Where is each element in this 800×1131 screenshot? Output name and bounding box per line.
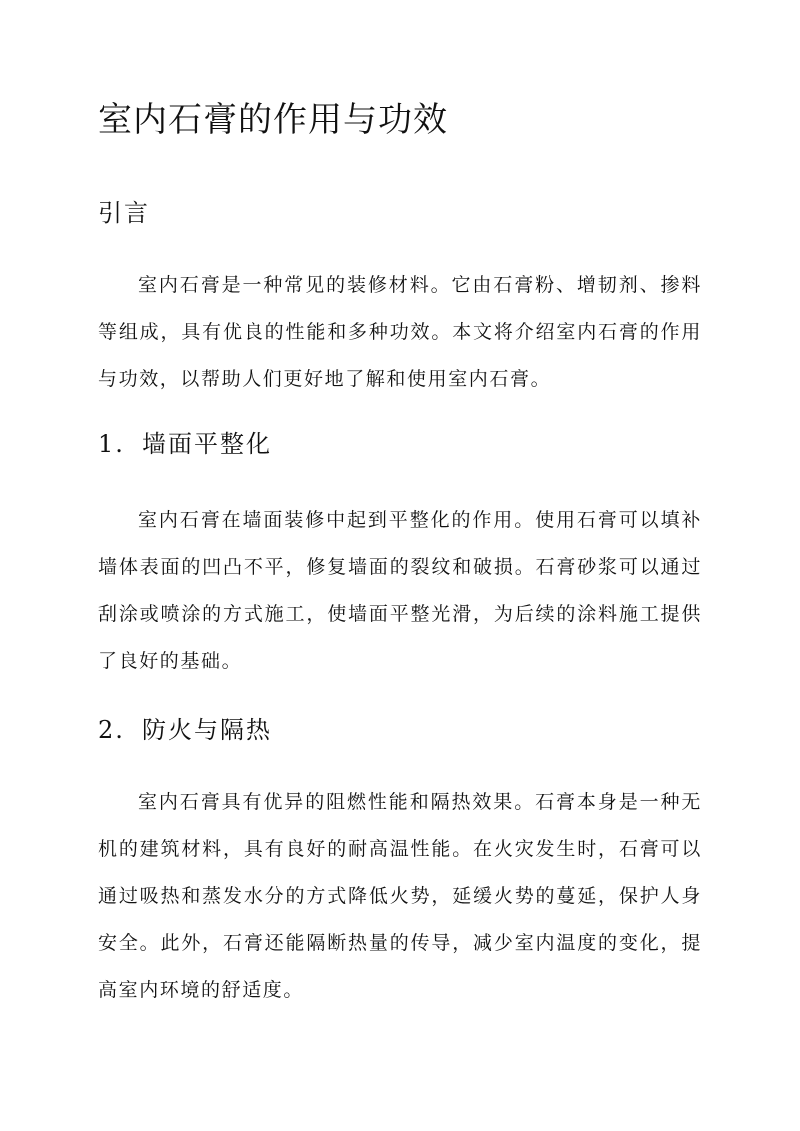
section-2-title: 防火与隔热	[142, 716, 272, 744]
section-1-number: 1.	[98, 430, 125, 458]
section-2-paragraph: 室内石膏具有优异的阻燃性能和隔热效果。石膏本身是一种无机的建筑材料，具有良好的耐高温性能。在火灾发生时，石膏可以通过吸热和蒸发水分的方式降低火势，延缓火势的蔓延，保护人身安全。此外，石膏还能隔断热量的传导，减少室内温度的变化，提高室内环境的舒适度。	[98, 791, 702, 1001]
section-2-number: 2.	[98, 716, 125, 744]
page-title: 室内石膏的作用与功效	[98, 100, 448, 140]
section-2-heading	[98, 710, 272, 750]
section-1-title: 墙面平整化	[142, 430, 272, 458]
intro-paragraph: 室内石膏是一种常见的装修材料。它由石膏粉、增韧剂、掺料等组成，具有优良的性能和多种功效。本文将介绍室内石膏的作用与功效，以帮助人们更好地了解和使用室内石膏。	[98, 274, 702, 390]
section-1-paragraph: 室内石膏在墙面装修中起到平整化的作用。使用石膏可以填补墙体表面的凹凸不平，修复墙面的裂纹和破损。石膏砂浆可以通过刮涂或喷涂的方式施工，使墙面平整光滑，为后续的涂料施工提供了良好的基础。	[98, 509, 702, 672]
section-1-heading	[98, 424, 272, 464]
intro-heading: 引言	[98, 199, 150, 227]
